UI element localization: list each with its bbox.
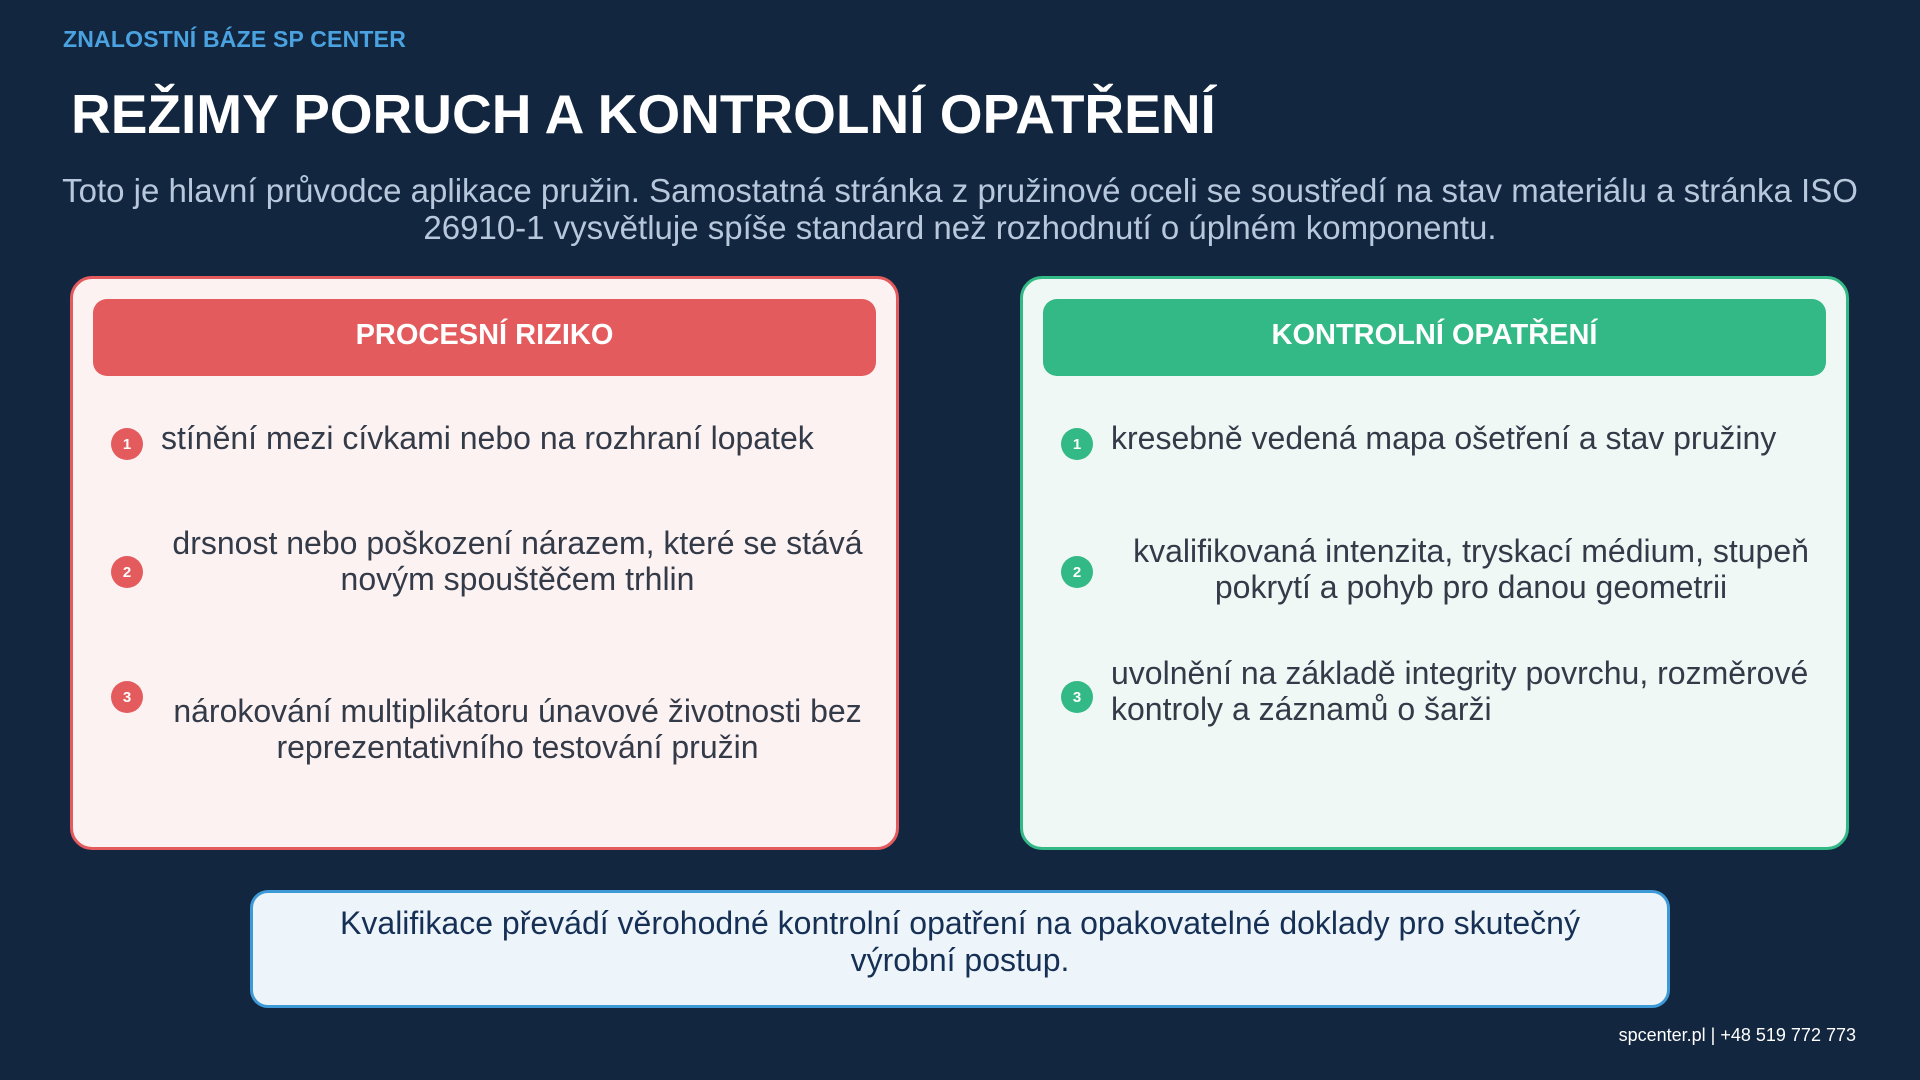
control-measures-card (1020, 276, 1849, 850)
risk-item-text: drsnost nebo poškození nárazem, které se stává novým spouštěčem trhlin (172, 525, 863, 597)
number-badge-3: 3 (111, 681, 143, 713)
summary-banner: Kvalifikace převádí věrohodné kontrolní opatření na opakovatelné doklady pro skutečný výrobní postup. (250, 890, 1670, 1008)
number-badge-2: 2 (1061, 556, 1093, 588)
number-badge-3: 3 (1061, 681, 1093, 713)
risk-item-text: stínění mezi cívkami nebo na rozhraní lopatek (161, 420, 814, 456)
control-item-text: uvolnění na základě integrity povrchu, rozměrové kontroly a záznamů o šarži (1111, 655, 1809, 727)
page-title: REŽIMY PORUCH A KONTROLNÍ OPATŘENÍ (71, 83, 1216, 145)
control-measures-heading: KONTROLNÍ OPATŘENÍ (1043, 299, 1826, 376)
control-item-text: kvalifikovaná intenzita, tryskací médium, stupeň pokrytí a pohyb pro danou geometrii (1133, 533, 1809, 605)
control-item-text: kresebně vedená mapa ošetření a stav pružiny (1111, 420, 1777, 456)
kicker-label: ZNALOSTNÍ BÁZE SP CENTER (63, 26, 407, 52)
footer-contact: spcenter.pl | +48 519 772 773 (1618, 1025, 1856, 1045)
process-risk-card (70, 276, 899, 850)
number-badge-1: 1 (1061, 428, 1093, 460)
process-risk-heading: PROCESNÍ RIZIKO (93, 299, 876, 376)
number-badge-1: 1 (111, 428, 143, 460)
risk-item-text: nárokování multiplikátoru únavové životnosti bez reprezentativního testování pružin (173, 693, 862, 765)
page-subtitle: Toto je hlavní průvodce aplikace pružin. Samostatná stránka z pružinové oceli se soustředí na stav materiálu a stránka ISO 26910-1 vysvětluje spíše standard než rozhodnutí o úplném komponentu. (62, 172, 1858, 246)
number-badge-2: 2 (111, 556, 143, 588)
